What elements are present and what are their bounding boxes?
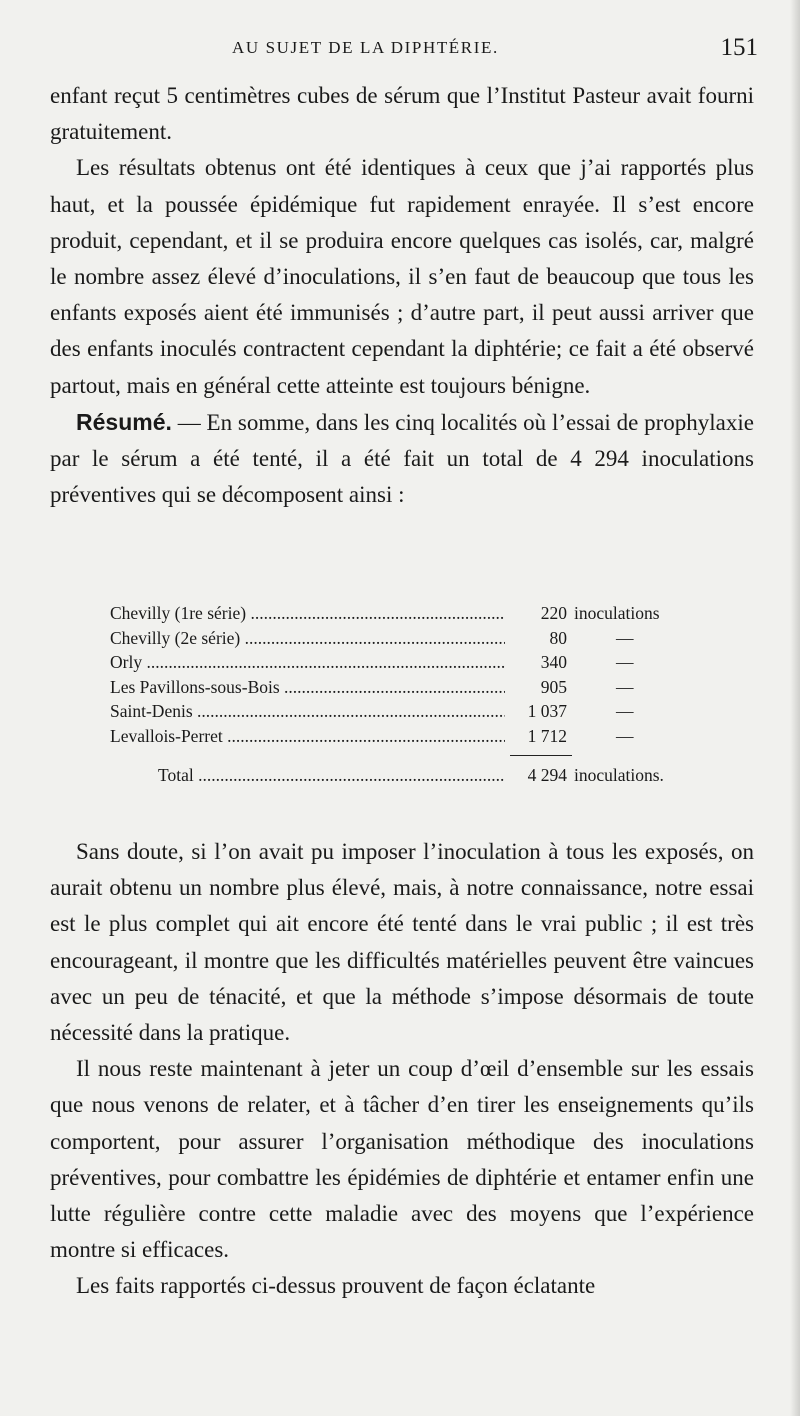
table-row [110, 724, 700, 749]
row-label: Les Pavillons-sous-Bois ..... [110, 675, 505, 700]
row-value: 1 037 [527, 701, 567, 722]
table-row [110, 626, 700, 651]
paragraph: Les faits rapportés ci-dessus prouvent de façon éclatante [76, 1273, 596, 1299]
summary-heading: Résumé. [76, 408, 172, 435]
table-row [110, 650, 700, 675]
row-value: 905 [540, 676, 567, 697]
row-label: Chevilly (1re série) ..... [110, 601, 505, 626]
summary-text: — En somme, dans les cinq localités où l’essai de prophylaxie par le sérum a été tenté, il a été fait un total de 4 294 inoculations préventives qui se décomposent ainsi : [50, 409, 754, 508]
paragraph: Sans doute, si l’on avait pu imposer l’inoculation à tous les exposés, on aurait obtenu un nombre plus élevé, mais, à notre connaissance, notre essai est le plus complet qui ait encore été tenté dans le vrai public ; il est très encourageant, il montre que les difficultés matérielles peuvent être vaincues avec un peu de ténacité, et que la méthode s’impose désormais de toute nécessité dans la pratique. [50, 839, 754, 1046]
row-value: 1 712 [527, 725, 567, 746]
row-label: Levallois-Perret ..... [110, 724, 505, 749]
row-unit: — [616, 652, 634, 673]
row-label: Saint-Denis ..... [110, 699, 505, 724]
row-unit: — [616, 627, 634, 648]
row-unit: — [616, 676, 634, 697]
body-text-bottom [50, 834, 754, 1305]
row-label: Chevilly (2e série) ..... [110, 626, 505, 651]
total-rule [510, 755, 572, 756]
page-edge-shadow [790, 0, 800, 1416]
total-unit: inoculations. [574, 765, 664, 785]
total-row [110, 763, 700, 788]
row-label: Orly ..... [110, 650, 505, 675]
paragraph: Les résultats obtenus ont été identiques à ceux que j’ai rapportés plus haut, et la poussée épidémique fut rapidement enrayée. Il s’est encore produit, cependant, et il se produira encore quelques cas isolés, car, malgré le nombre assez élevé d’inoculations, il s’en faut de beaucoup que tous les enfants exposés aient été immunisés ; d’autre part, il peut aussi arriver que des enfants inoculés contractent cependant la diphtérie; ce fait a été observé partout, mais en général cette atteinte est toujours bénigne. [50, 155, 754, 398]
summary-paragraph [50, 404, 754, 514]
inoculations-table [110, 601, 700, 785]
paragraph: Il nous reste maintenant à jeter un coup d’œil d’ensemble sur les essais que nous venons de relater, et à tâcher d’en tirer les enseignements qu’ils comportent, pour assurer l’organisation méthodique des inoculations préventives, pour combattre les épidémies de diphtérie et entamer enfin une lutte régulière contre cette maladie avec des moyens que l’expérience montre si efficaces. [50, 1056, 754, 1263]
row-value: 220 [540, 603, 567, 623]
total-value: 4 294 [527, 765, 567, 785]
paragraph: enfant reçut 5 centimètres cubes de sérum que l’Institut Pasteur avait fourni gratuitement. [50, 83, 754, 145]
total-label: Total ..... [158, 763, 505, 788]
row-value: 80 [549, 627, 567, 648]
page-header [50, 34, 760, 72]
table-row [110, 699, 700, 724]
table-row [110, 675, 700, 700]
body-text-top [50, 78, 754, 513]
page-number: 151 [720, 34, 758, 61]
row-unit: inoculations [574, 603, 660, 623]
running-title: AU SUJET DE LA DIPHTÉRIE. [232, 38, 499, 57]
row-unit: — [616, 725, 634, 746]
row-value: 340 [540, 652, 567, 673]
row-unit: — [616, 701, 634, 722]
table-row [110, 601, 700, 626]
